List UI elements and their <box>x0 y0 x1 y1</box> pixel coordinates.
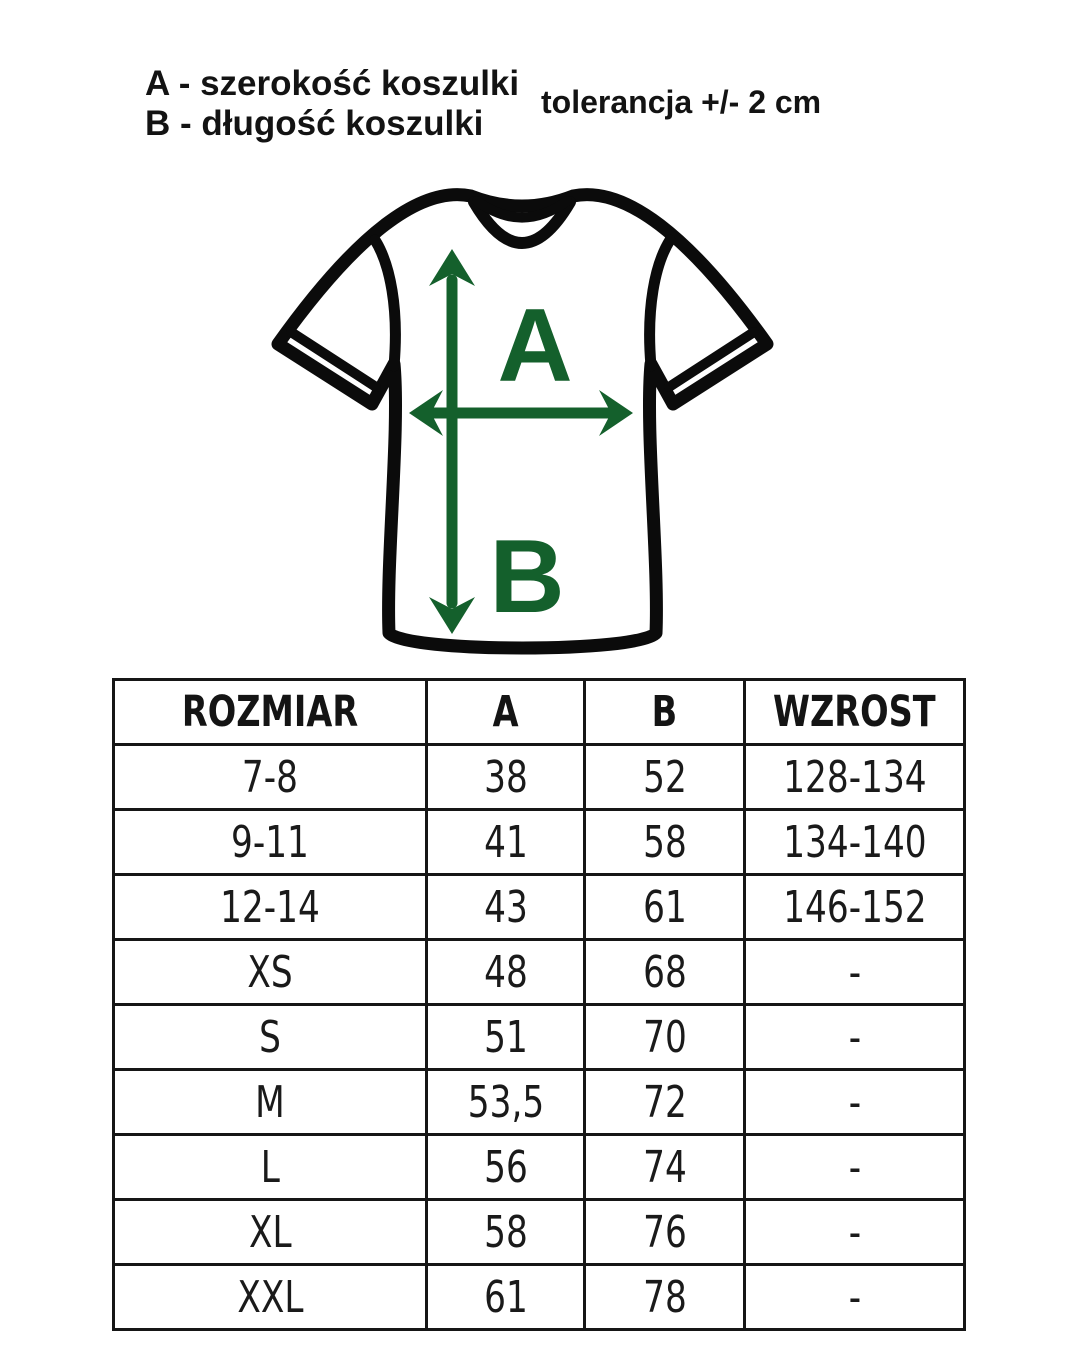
table-cell: 70 <box>585 1005 745 1070</box>
table-cell: 43 <box>427 875 585 940</box>
table-cell: 72 <box>585 1070 745 1135</box>
table-row <box>114 1070 965 1135</box>
table-cell: - <box>745 1200 965 1265</box>
table-cell: XXL <box>114 1265 427 1330</box>
table-cell: 41 <box>427 810 585 875</box>
table-row <box>114 1200 965 1265</box>
table-cell: 7-8 <box>114 745 427 810</box>
table-row <box>114 810 965 875</box>
tshirt-diagram <box>250 160 830 680</box>
legend <box>145 64 519 144</box>
table-cell: XS <box>114 940 427 1005</box>
table-cell: 58 <box>427 1200 585 1265</box>
table-cell: 58 <box>585 810 745 875</box>
table-row <box>114 875 965 940</box>
table-cell: 51 <box>427 1005 585 1070</box>
column-header-wzrost: WZROST <box>745 680 965 745</box>
table-row <box>114 1005 965 1070</box>
table-cell: 146-152 <box>745 875 965 940</box>
table-cell: 56 <box>427 1135 585 1200</box>
table-cell: 68 <box>585 940 745 1005</box>
legend-line-b: B - długość koszulki <box>145 104 484 143</box>
table-row <box>114 1265 965 1330</box>
table-cell: - <box>745 1005 965 1070</box>
table-cell: 52 <box>585 745 745 810</box>
table-cell: 53,5 <box>427 1070 585 1135</box>
length-label: B <box>489 519 565 635</box>
table-cell: 9-11 <box>114 810 427 875</box>
table-header-row <box>114 680 965 745</box>
table-row <box>114 1135 965 1200</box>
table-cell: - <box>745 1135 965 1200</box>
column-header-a: A <box>427 680 585 745</box>
table-cell: 74 <box>585 1135 745 1200</box>
table-cell: 134-140 <box>745 810 965 875</box>
column-header-rozmiar: ROZMIAR <box>114 680 427 745</box>
table-row <box>114 940 965 1005</box>
table-cell: 61 <box>427 1265 585 1330</box>
table-cell: 38 <box>427 745 585 810</box>
table-cell: 12-14 <box>114 875 427 940</box>
table-cell: 48 <box>427 940 585 1005</box>
legend-line-a: A - szerokość koszulki <box>145 64 520 103</box>
size-table <box>112 678 966 1331</box>
table-cell: - <box>745 1070 965 1135</box>
width-label: A <box>497 288 573 404</box>
table-cell: L <box>114 1135 427 1200</box>
table-cell: - <box>745 1265 965 1330</box>
column-header-b: B <box>585 680 745 745</box>
table-cell: XL <box>114 1200 427 1265</box>
table-row <box>114 745 965 810</box>
table-cell: - <box>745 940 965 1005</box>
table-cell: 128-134 <box>745 745 965 810</box>
table-cell: M <box>114 1070 427 1135</box>
table-cell: 76 <box>585 1200 745 1265</box>
table-cell: 61 <box>585 875 745 940</box>
table-cell: 78 <box>585 1265 745 1330</box>
table-cell: S <box>114 1005 427 1070</box>
tolerance-note: tolerancja +/- 2 cm <box>541 84 822 120</box>
